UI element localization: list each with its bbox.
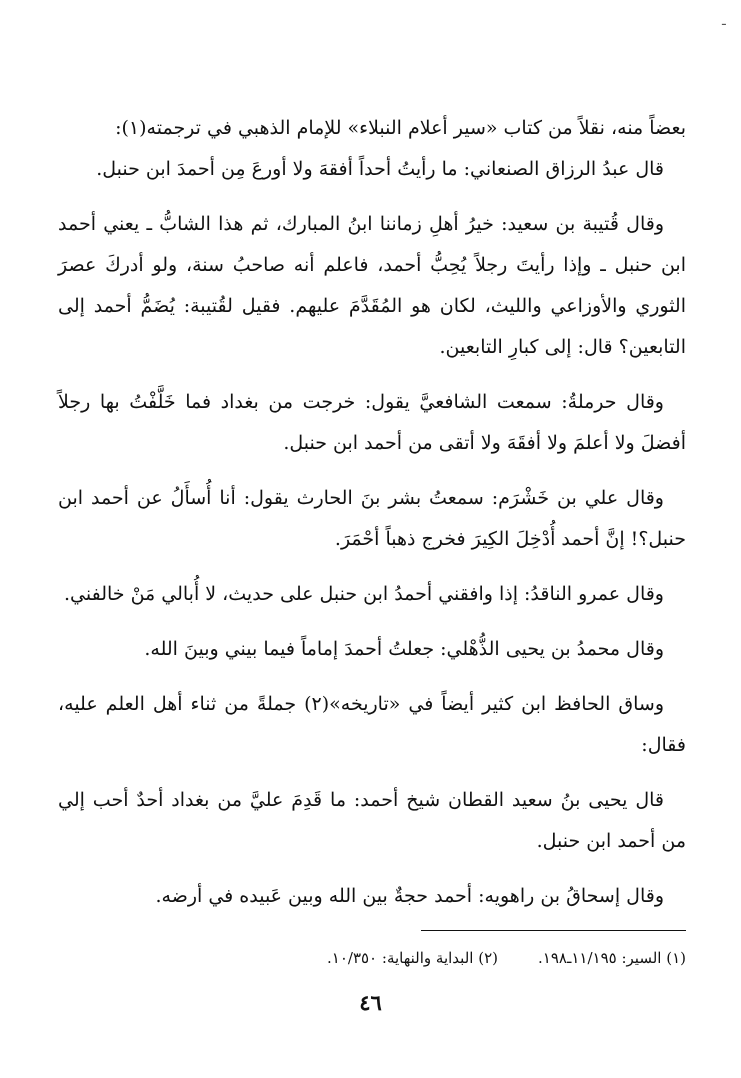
paragraph-ibn-kathir: وساق الحافظ ابن كثير أيضاً في «تاريخه»(٢) جملةً من ثناء أهل العلم عليه، فقال: bbox=[58, 693, 686, 756]
corner-mark: ـ bbox=[722, 14, 726, 29]
page-number: ٤٦ bbox=[359, 990, 382, 1015]
footnotes bbox=[58, 946, 686, 970]
paragraph-ishaq-rahawayh: وقال إسحاقُ بن راهويه: أحمد حجةٌ بين الله وبين عَبيده في أرضه. bbox=[155, 885, 664, 907]
body-text bbox=[58, 108, 686, 917]
footnote-divider bbox=[421, 930, 686, 931]
footnote-1: (١) السير: ١١/١٩٥ـ١٩٨. bbox=[538, 949, 686, 967]
paragraph-qutaybah: وقال قُتيبة بن سعيد: خيرُ أهلِ زماننا ابنُ المبارك، ثم هذا الشابُّ ـ يعني أحمد ابن حنبل ـ وإذا رأيتَ رجلاً يُحِبُّ أحمد، فاعلم أنه صاحبُ سنة، ولو أدركَ عصرَ الثوري والأوزاعي والليث، لكان هو المُقَدَّمَ عليهم. فقيل لقُتيبة: يُضَمُّ أحمد إلى التابعين؟ قال: إلى كبارِ التابعين. bbox=[58, 213, 686, 358]
paragraph-intro: بعضاً منه، نقلاً من كتاب «سير أعلام النبلاء» للإمام الذهبي في ترجمته(١): bbox=[115, 117, 686, 139]
footnote-2: (٢) البداية والنهاية: ١٠/٣٥٠. bbox=[327, 949, 498, 967]
paragraph-yahya-qattan: قال يحيى بنُ سعيد القطان شيخ أحمد: ما قَدِمَ عليَّ من بغداد أحدٌ أحب إلي من أحمد ابن حنبل. bbox=[58, 789, 686, 852]
paragraph-harmalah: وقال حرملةُ: سمعت الشافعيَّ يقول: خرجت من بغداد فما خَلَّفْتُ بها رجلاً أفضلَ ولا أعلمَ ولا أفقَهَ ولا أتقى من أحمد ابن حنبل. bbox=[58, 391, 686, 454]
paragraph-abdulrazzaq: قال عبدُ الرزاق الصنعاني: ما رأيتُ أحداً أفقهَ ولا أورعَ مِن أحمدَ ابن حنبل. bbox=[96, 158, 664, 180]
paragraph-dhuhli: وقال محمدُ بن يحيى الذُّهْلي: جعلتُ أحمدَ إماماً فيما بيني وبينَ الله. bbox=[144, 638, 664, 660]
paragraph-amr-naqid: وقال عمرو الناقدُ: إذا وافقني أحمدُ ابن حنبل على حديث، لا أُبالي مَنْ خالفني. bbox=[63, 583, 664, 605]
paragraph-ali-khashram: وقال علي بن خَشْرَم: سمعتُ بشر بنَ الحارث يقول: أنا أُسأَلُ عن أحمد ابن حنبل؟! إنَّ أحمد أُدْخِلَ الكِيرَ فخرج ذهباً أحْمَرَ. bbox=[58, 487, 686, 550]
